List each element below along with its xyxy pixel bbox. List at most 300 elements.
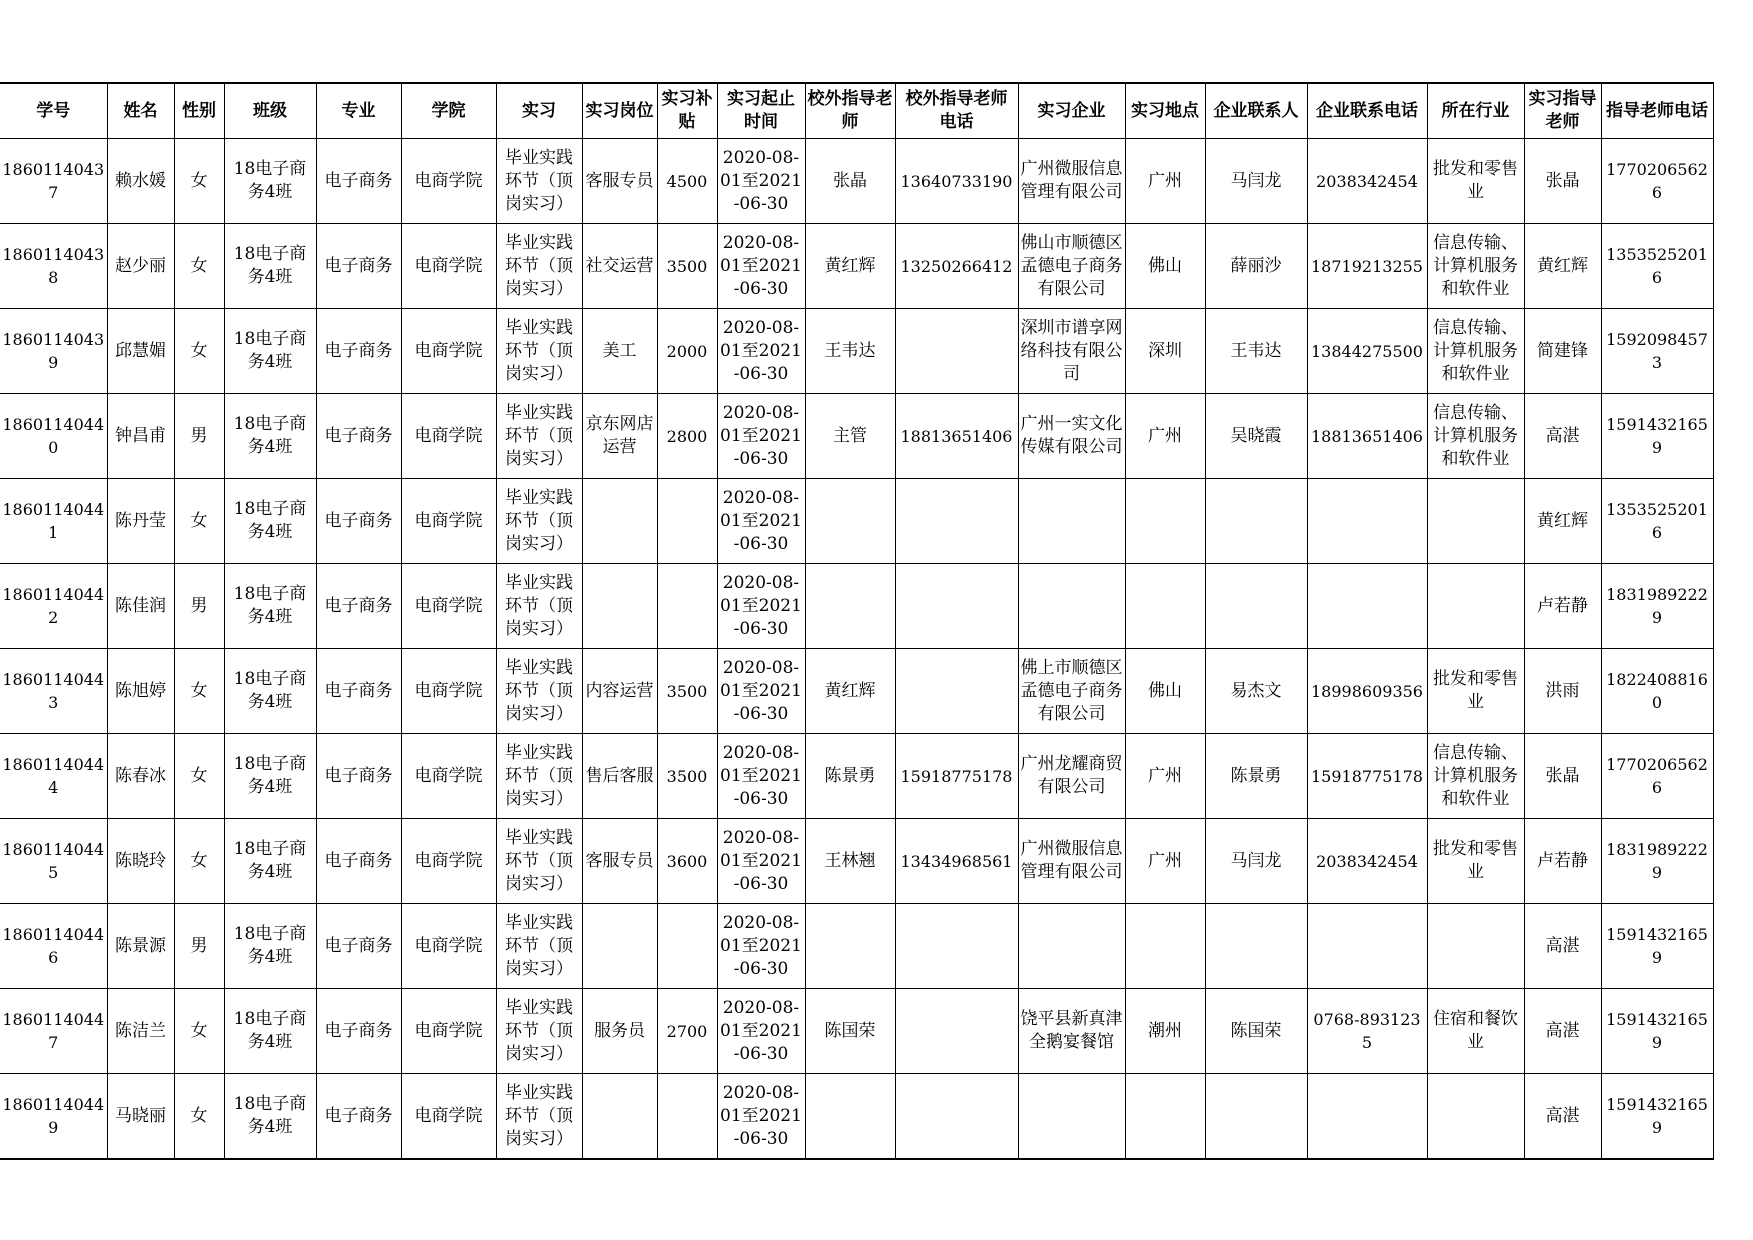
period-text: 2020-08-01至2021-06-30 bbox=[720, 317, 802, 384]
cell-company bbox=[1018, 1074, 1125, 1160]
cell-external-mentor-phone bbox=[895, 1074, 1018, 1160]
college-text: 电商学院 bbox=[414, 680, 483, 701]
cell-major bbox=[316, 734, 401, 819]
industry-text: 批发和零售业 bbox=[1433, 159, 1518, 202]
company-contact-text: 王韦达 bbox=[1230, 340, 1282, 361]
cell-company bbox=[1018, 904, 1125, 989]
external-mentor-phone-text: 15918775178 bbox=[900, 766, 1013, 786]
cell-external-mentor bbox=[805, 1074, 895, 1160]
position-text: 售后客服 bbox=[585, 765, 654, 786]
subsidy-text: 3600 bbox=[666, 851, 708, 871]
subsidy-text: 2800 bbox=[666, 426, 708, 446]
cell-company-contact bbox=[1205, 479, 1307, 564]
period-text: 2020-08-01至2021-06-30 bbox=[720, 1082, 802, 1149]
cell-student-name bbox=[107, 734, 174, 819]
external-mentor-text: 黄红辉 bbox=[824, 255, 876, 276]
cell-class bbox=[224, 479, 316, 564]
internship-type-text: 毕业实践环节（顶岗实习） bbox=[505, 317, 573, 384]
cell-position bbox=[582, 819, 657, 904]
cell-company bbox=[1018, 394, 1125, 479]
major-text: 电子商务 bbox=[324, 1105, 393, 1126]
cell-student-name bbox=[107, 904, 174, 989]
cell-company bbox=[1018, 819, 1125, 904]
table-row bbox=[0, 139, 1713, 224]
cell-student-id bbox=[0, 224, 107, 309]
company-text: 广州一实文化传媒有限公司 bbox=[1020, 414, 1123, 457]
cell-student-id bbox=[0, 394, 107, 479]
col-header-internship: 实习 bbox=[496, 83, 582, 139]
col-header-company: 实习企业 bbox=[1018, 83, 1125, 139]
cell-supervisor bbox=[1524, 819, 1601, 904]
cell-subsidy bbox=[657, 564, 717, 649]
external-mentor-text: 陈国荣 bbox=[824, 1020, 876, 1041]
cell-subsidy bbox=[657, 734, 717, 819]
cell-major bbox=[316, 309, 401, 394]
cell-college bbox=[401, 649, 496, 734]
company-phone-text: 18719213255 bbox=[1311, 256, 1423, 276]
gender-text: 男 bbox=[190, 425, 208, 446]
cell-supervisor bbox=[1524, 309, 1601, 394]
class-text: 18电子商务4班 bbox=[233, 584, 307, 627]
cell-company-phone bbox=[1307, 734, 1427, 819]
company-text: 广州龙耀商贸有限公司 bbox=[1020, 754, 1123, 797]
company-text: 佛上市顺德区孟德电子商务有限公司 bbox=[1020, 657, 1123, 724]
cell-class bbox=[224, 309, 316, 394]
table-row bbox=[0, 649, 1713, 734]
cell-external-mentor-phone bbox=[895, 819, 1018, 904]
student-id-text: 18601140449 bbox=[2, 1095, 105, 1137]
supervisor-text: 张晶 bbox=[1545, 170, 1580, 191]
gender-text: 女 bbox=[190, 255, 208, 276]
cell-industry bbox=[1427, 564, 1524, 649]
student-name-text: 马晓丽 bbox=[115, 1105, 166, 1126]
class-text: 18电子商务4班 bbox=[233, 1094, 307, 1137]
cell-position bbox=[582, 394, 657, 479]
company-contact-text: 易杰文 bbox=[1230, 680, 1282, 701]
industry-text: 信息传输、计算机服务和软件业 bbox=[1433, 742, 1518, 809]
cell-student-name bbox=[107, 564, 174, 649]
header-row bbox=[0, 83, 1713, 139]
cell-location bbox=[1125, 989, 1205, 1074]
cell-student-id bbox=[0, 564, 107, 649]
cell-company bbox=[1018, 224, 1125, 309]
cell-external-mentor bbox=[805, 904, 895, 989]
company-contact-text: 马闫龙 bbox=[1230, 170, 1282, 191]
cell-college bbox=[401, 1074, 496, 1160]
cell-supervisor bbox=[1524, 564, 1601, 649]
cell-student-name bbox=[107, 309, 174, 394]
table-row bbox=[0, 904, 1713, 989]
company-contact-text: 陈国荣 bbox=[1230, 1020, 1282, 1041]
cell-subsidy bbox=[657, 649, 717, 734]
cell-industry bbox=[1427, 224, 1524, 309]
gender-text: 女 bbox=[190, 850, 208, 871]
gender-text: 女 bbox=[190, 1020, 208, 1041]
cell-external-mentor-phone bbox=[895, 479, 1018, 564]
cell-student-id bbox=[0, 139, 107, 224]
cell-company-phone bbox=[1307, 564, 1427, 649]
subsidy-text: 3500 bbox=[666, 766, 708, 786]
cell-industry bbox=[1427, 1074, 1524, 1160]
gender-text: 女 bbox=[190, 340, 208, 361]
supervisor-phone-text: 18319892229 bbox=[1606, 585, 1708, 627]
industry-text: 批发和零售业 bbox=[1433, 669, 1518, 712]
company-phone-text: 18998609356 bbox=[1311, 681, 1423, 701]
period-text: 2020-08-01至2021-06-30 bbox=[720, 487, 802, 554]
external-mentor-phone-text: 13250266412 bbox=[900, 256, 1013, 276]
cell-major bbox=[316, 564, 401, 649]
cell-company bbox=[1018, 479, 1125, 564]
supervisor-text: 高湛 bbox=[1545, 935, 1580, 956]
cell-student-id bbox=[0, 989, 107, 1074]
location-text: 广州 bbox=[1148, 425, 1182, 446]
class-text: 18电子商务4班 bbox=[233, 1009, 307, 1052]
cell-student-id bbox=[0, 1074, 107, 1160]
subsidy-text: 4500 bbox=[666, 171, 708, 191]
col-header-position: 实习岗位 bbox=[582, 83, 657, 139]
table-row bbox=[0, 1074, 1713, 1160]
cell-industry bbox=[1427, 309, 1524, 394]
position-text: 京东网店运营 bbox=[585, 414, 654, 457]
cell-location bbox=[1125, 1074, 1205, 1160]
internship-type-text: 毕业实践环节（顶岗实习） bbox=[505, 827, 573, 894]
period-text: 2020-08-01至2021-06-30 bbox=[720, 657, 802, 724]
student-id-text: 18601140445 bbox=[2, 840, 105, 882]
cell-external-mentor-phone bbox=[895, 139, 1018, 224]
gender-text: 女 bbox=[190, 765, 208, 786]
cell-college bbox=[401, 224, 496, 309]
cell-external-mentor-phone bbox=[895, 564, 1018, 649]
cell-supervisor-phone bbox=[1601, 989, 1713, 1074]
location-text: 广州 bbox=[1148, 765, 1182, 786]
cell-student-name bbox=[107, 989, 174, 1074]
cell-external-mentor bbox=[805, 479, 895, 564]
cell-subsidy bbox=[657, 394, 717, 479]
period-text: 2020-08-01至2021-06-30 bbox=[720, 742, 802, 809]
cell-period bbox=[717, 394, 805, 479]
position-text: 内容运营 bbox=[585, 680, 654, 701]
supervisor-text: 高湛 bbox=[1545, 1020, 1580, 1041]
industry-text: 信息传输、计算机服务和软件业 bbox=[1433, 317, 1518, 384]
internship-type-text: 毕业实践环节（顶岗实习） bbox=[505, 657, 573, 724]
external-mentor-text: 陈景勇 bbox=[824, 765, 876, 786]
cell-supervisor-phone bbox=[1601, 309, 1713, 394]
cell-supervisor-phone bbox=[1601, 819, 1713, 904]
table-row bbox=[0, 819, 1713, 904]
cell-college bbox=[401, 989, 496, 1074]
student-name-text: 陈旭婷 bbox=[115, 680, 166, 701]
subsidy-text: 3500 bbox=[666, 681, 708, 701]
cell-external-mentor bbox=[805, 564, 895, 649]
supervisor-text: 洪雨 bbox=[1545, 680, 1580, 701]
major-text: 电子商务 bbox=[324, 255, 393, 276]
cell-supervisor bbox=[1524, 139, 1601, 224]
student-name-text: 邱慧媚 bbox=[115, 340, 166, 361]
cell-gender bbox=[174, 904, 224, 989]
cell-company-contact bbox=[1205, 224, 1307, 309]
major-text: 电子商务 bbox=[324, 935, 393, 956]
internship-type-text: 毕业实践环节（顶岗实习） bbox=[505, 232, 573, 299]
cell-gender bbox=[174, 224, 224, 309]
cell-supervisor-phone bbox=[1601, 904, 1713, 989]
cell-major bbox=[316, 904, 401, 989]
college-text: 电商学院 bbox=[414, 765, 483, 786]
external-mentor-text: 黄红辉 bbox=[824, 680, 876, 701]
cell-period bbox=[717, 1074, 805, 1160]
cell-supervisor bbox=[1524, 1074, 1601, 1160]
col-header-class: 班级 bbox=[224, 83, 316, 139]
major-text: 电子商务 bbox=[324, 680, 393, 701]
cell-company-phone bbox=[1307, 479, 1427, 564]
student-id-text: 18601140440 bbox=[2, 415, 105, 457]
cell-period bbox=[717, 309, 805, 394]
cell-student-id bbox=[0, 904, 107, 989]
cell-class bbox=[224, 139, 316, 224]
cell-position bbox=[582, 564, 657, 649]
cell-location bbox=[1125, 139, 1205, 224]
cell-student-id bbox=[0, 819, 107, 904]
cell-supervisor-phone bbox=[1601, 139, 1713, 224]
company-contact-text: 陈景勇 bbox=[1230, 765, 1282, 786]
company-phone-text: 13844275500 bbox=[1311, 341, 1423, 361]
student-id-text: 18601140441 bbox=[2, 500, 105, 542]
cell-external-mentor bbox=[805, 819, 895, 904]
col-header-industry: 所在行业 bbox=[1427, 83, 1524, 139]
cell-external-mentor-phone bbox=[895, 734, 1018, 819]
company-text: 广州微服信息管理有限公司 bbox=[1020, 159, 1123, 202]
col-header-gender: 性别 bbox=[174, 83, 224, 139]
cell-company-contact bbox=[1205, 1074, 1307, 1160]
supervisor-phone-text: 15914321659 bbox=[1606, 415, 1708, 457]
cell-supervisor-phone bbox=[1601, 734, 1713, 819]
student-name-text: 赖水媛 bbox=[115, 170, 166, 191]
period-text: 2020-08-01至2021-06-30 bbox=[720, 147, 802, 214]
student-name-text: 陈景源 bbox=[115, 935, 166, 956]
supervisor-text: 张晶 bbox=[1545, 765, 1580, 786]
cell-supervisor bbox=[1524, 989, 1601, 1074]
college-text: 电商学院 bbox=[414, 1020, 483, 1041]
supervisor-phone-text: 13535252016 bbox=[1606, 245, 1708, 287]
class-text: 18电子商务4班 bbox=[233, 754, 307, 797]
cell-subsidy bbox=[657, 224, 717, 309]
location-text: 佛山 bbox=[1148, 255, 1182, 276]
cell-company-contact bbox=[1205, 394, 1307, 479]
student-name-text: 赵少丽 bbox=[115, 255, 166, 276]
cell-period bbox=[717, 734, 805, 819]
internship-type-text: 毕业实践环节（顶岗实习） bbox=[505, 402, 573, 469]
supervisor-text: 高湛 bbox=[1545, 425, 1580, 446]
industry-text: 信息传输、计算机服务和软件业 bbox=[1433, 402, 1518, 469]
col-header-external-mentor: 校外指导老师 bbox=[805, 83, 895, 139]
internship-type-text: 毕业实践环节（顶岗实习） bbox=[505, 912, 573, 979]
cell-internship-type bbox=[496, 1074, 582, 1160]
period-text: 2020-08-01至2021-06-30 bbox=[720, 827, 802, 894]
internship-type-text: 毕业实践环节（顶岗实习） bbox=[505, 997, 573, 1064]
cell-location bbox=[1125, 309, 1205, 394]
company-phone-text: 0768-8931235 bbox=[1313, 1010, 1421, 1052]
subsidy-text: 2000 bbox=[666, 341, 708, 361]
major-text: 电子商务 bbox=[324, 340, 393, 361]
cell-position bbox=[582, 139, 657, 224]
cell-supervisor-phone bbox=[1601, 649, 1713, 734]
gender-text: 男 bbox=[190, 595, 208, 616]
external-mentor-text: 王林翘 bbox=[824, 850, 876, 871]
external-mentor-phone-text: 18813651406 bbox=[900, 426, 1013, 446]
supervisor-text: 高湛 bbox=[1545, 1105, 1580, 1126]
cell-internship-type bbox=[496, 819, 582, 904]
cell-position bbox=[582, 479, 657, 564]
student-id-text: 18601140442 bbox=[2, 585, 105, 627]
cell-external-mentor-phone bbox=[895, 309, 1018, 394]
cell-subsidy bbox=[657, 819, 717, 904]
cell-gender bbox=[174, 819, 224, 904]
cell-external-mentor bbox=[805, 649, 895, 734]
cell-gender bbox=[174, 734, 224, 819]
col-header-location: 实习地点 bbox=[1125, 83, 1205, 139]
cell-location bbox=[1125, 224, 1205, 309]
cell-company-phone bbox=[1307, 224, 1427, 309]
company-contact-text: 吴晓霞 bbox=[1230, 425, 1282, 446]
supervisor-phone-text: 17702065626 bbox=[1606, 160, 1708, 202]
supervisor-text: 简建锋 bbox=[1537, 340, 1588, 361]
col-header-period: 实习起止时间 bbox=[717, 83, 805, 139]
student-name-text: 陈春冰 bbox=[115, 765, 166, 786]
col-header-supervisor: 实习指导老师 bbox=[1524, 83, 1601, 139]
student-name-text: 陈晓玲 bbox=[115, 850, 166, 871]
cell-external-mentor bbox=[805, 224, 895, 309]
cell-industry bbox=[1427, 649, 1524, 734]
col-header-college: 学院 bbox=[401, 83, 496, 139]
location-text: 佛山 bbox=[1148, 680, 1182, 701]
cell-company bbox=[1018, 989, 1125, 1074]
position-text: 社交运营 bbox=[585, 255, 654, 276]
college-text: 电商学院 bbox=[414, 340, 483, 361]
class-text: 18电子商务4班 bbox=[233, 839, 307, 882]
cell-company bbox=[1018, 734, 1125, 819]
cell-class bbox=[224, 394, 316, 479]
location-text: 广州 bbox=[1148, 850, 1182, 871]
cell-college bbox=[401, 564, 496, 649]
cell-subsidy bbox=[657, 1074, 717, 1160]
company-phone-text: 2038342454 bbox=[1316, 171, 1418, 191]
cell-major bbox=[316, 649, 401, 734]
cell-student-id bbox=[0, 309, 107, 394]
cell-college bbox=[401, 139, 496, 224]
student-id-text: 18601140439 bbox=[2, 330, 105, 372]
student-id-text: 18601140437 bbox=[2, 160, 105, 202]
position-text: 客服专员 bbox=[585, 170, 654, 191]
internship-type-text: 毕业实践环节（顶岗实习） bbox=[505, 742, 573, 809]
industry-text: 信息传输、计算机服务和软件业 bbox=[1433, 232, 1518, 299]
cell-industry bbox=[1427, 819, 1524, 904]
cell-gender bbox=[174, 649, 224, 734]
cell-student-name bbox=[107, 224, 174, 309]
cell-external-mentor bbox=[805, 309, 895, 394]
cell-position bbox=[582, 904, 657, 989]
cell-student-id bbox=[0, 479, 107, 564]
cell-external-mentor-phone bbox=[895, 649, 1018, 734]
cell-internship-type bbox=[496, 139, 582, 224]
cell-student-name bbox=[107, 649, 174, 734]
cell-student-name bbox=[107, 819, 174, 904]
cell-industry bbox=[1427, 479, 1524, 564]
location-text: 广州 bbox=[1148, 170, 1182, 191]
class-text: 18电子商务4班 bbox=[233, 244, 307, 287]
col-header-name: 姓名 bbox=[107, 83, 174, 139]
internship-type-text: 毕业实践环节（顶岗实习） bbox=[505, 1082, 573, 1149]
cell-industry bbox=[1427, 734, 1524, 819]
company-contact-text: 马闫龙 bbox=[1230, 850, 1282, 871]
cell-position bbox=[582, 734, 657, 819]
major-text: 电子商务 bbox=[324, 170, 393, 191]
cell-supervisor bbox=[1524, 479, 1601, 564]
cell-student-id bbox=[0, 649, 107, 734]
position-text: 客服专员 bbox=[585, 850, 654, 871]
external-mentor-phone-text: 13434968561 bbox=[900, 851, 1013, 871]
cell-supervisor-phone bbox=[1601, 394, 1713, 479]
student-id-text: 18601140446 bbox=[2, 925, 105, 967]
cell-location bbox=[1125, 734, 1205, 819]
cell-class bbox=[224, 224, 316, 309]
class-text: 18电子商务4班 bbox=[233, 924, 307, 967]
cell-college bbox=[401, 904, 496, 989]
external-mentor-text: 王韦达 bbox=[824, 340, 876, 361]
cell-external-mentor-phone bbox=[895, 904, 1018, 989]
col-header-company-phone: 企业联系电话 bbox=[1307, 83, 1427, 139]
cell-period bbox=[717, 564, 805, 649]
cell-company-contact bbox=[1205, 139, 1307, 224]
period-text: 2020-08-01至2021-06-30 bbox=[720, 997, 802, 1064]
cell-company-contact bbox=[1205, 564, 1307, 649]
cell-internship-type bbox=[496, 394, 582, 479]
cell-supervisor bbox=[1524, 394, 1601, 479]
supervisor-phone-text: 15914321659 bbox=[1606, 925, 1708, 967]
gender-text: 男 bbox=[190, 935, 208, 956]
cell-student-name bbox=[107, 479, 174, 564]
cell-company bbox=[1018, 309, 1125, 394]
cell-class bbox=[224, 989, 316, 1074]
cell-location bbox=[1125, 904, 1205, 989]
cell-external-mentor-phone bbox=[895, 224, 1018, 309]
company-phone-text: 18813651406 bbox=[1311, 426, 1423, 446]
supervisor-phone-text: 15920984573 bbox=[1606, 330, 1708, 372]
table-row bbox=[0, 394, 1713, 479]
cell-company-phone bbox=[1307, 139, 1427, 224]
class-text: 18电子商务4班 bbox=[233, 159, 307, 202]
industry-text: 住宿和餐饮业 bbox=[1433, 1009, 1518, 1052]
class-text: 18电子商务4班 bbox=[233, 669, 307, 712]
cell-company-phone bbox=[1307, 819, 1427, 904]
cell-industry bbox=[1427, 989, 1524, 1074]
period-text: 2020-08-01至2021-06-30 bbox=[720, 572, 802, 639]
cell-major bbox=[316, 479, 401, 564]
cell-major bbox=[316, 1074, 401, 1160]
cell-company bbox=[1018, 649, 1125, 734]
cell-company-contact bbox=[1205, 904, 1307, 989]
major-text: 电子商务 bbox=[324, 510, 393, 531]
cell-position bbox=[582, 224, 657, 309]
cell-period bbox=[717, 649, 805, 734]
college-text: 电商学院 bbox=[414, 1105, 483, 1126]
cell-college bbox=[401, 479, 496, 564]
subsidy-text: 2700 bbox=[666, 1021, 708, 1041]
college-text: 电商学院 bbox=[414, 170, 483, 191]
college-text: 电商学院 bbox=[414, 425, 483, 446]
cell-company-phone bbox=[1307, 1074, 1427, 1160]
cell-gender bbox=[174, 989, 224, 1074]
cell-position bbox=[582, 1074, 657, 1160]
cell-internship-type bbox=[496, 479, 582, 564]
